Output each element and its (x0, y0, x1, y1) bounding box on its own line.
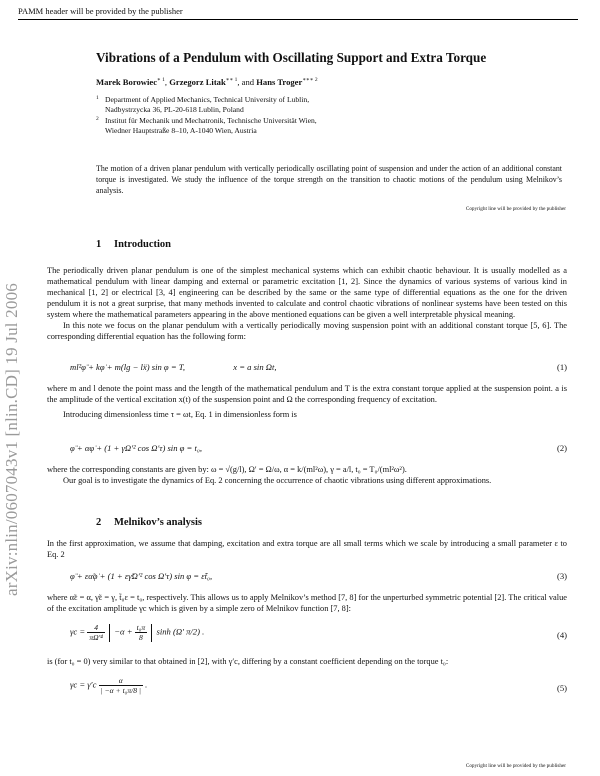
paragraph-text: In the first approximation, we assume that damping, excitation and extra torque are all small terms which we scale by introducing a small parameter ε to Eq. 2 (47, 539, 567, 560)
fraction (87, 623, 105, 642)
section-title: Melnikov’s analysis (114, 517, 202, 528)
equation (70, 571, 567, 581)
section-title: Introduction (114, 239, 171, 250)
paragraph-text: where the corresponding constants are given by: ω = √(g/l), Ω′ = Ω/ω, α = k/(ml²ω), γ = a/l, t₀ = T₀/(ml²ω²). (47, 465, 407, 474)
affiliation (96, 95, 309, 115)
author-mark: ∗ 1 (157, 77, 165, 84)
author-name: Hans Troger (256, 77, 303, 87)
author-mark: ∗∗ 1 (225, 77, 238, 84)
paragraph-text: Our goal is to investigate the dynamics of Eq. 2 concerning the occurrence of chaotic vibrations using different approximations. (63, 476, 492, 486)
equation-aux: x = a sin Ωt, (233, 362, 277, 372)
publisher-header-note: PAMM header will be provided by the publisher (18, 6, 183, 16)
equation-inner: −α + (114, 626, 133, 637)
equation-body: ml²φ̈ + kφ̇ + m(lg − lẍ) sin φ = T, (70, 362, 186, 372)
equation-number: (3) (556, 571, 567, 581)
fraction (99, 676, 143, 695)
paper-title: Vibrations of a Pendulum with Oscillating Support and Extra Torque (96, 50, 487, 65)
equation-body: φ̈ + αφ̇ + (1 + γΩ′² cos Ω′τ) sin φ = t₀, (70, 443, 203, 453)
section-number: 1 (96, 239, 102, 250)
section-heading (96, 239, 171, 250)
absolute-bar (109, 624, 110, 642)
paragraph (47, 265, 567, 342)
affiliation (96, 116, 317, 136)
abstract: The motion of a driven planar pendulum with vertically periodically oscillating point of suspension and under the action of an additional constant torque is investigated. We study the influence of the torque strength on the transition to chaotic motions of the pendulum using Melnikov’s analysis. (96, 164, 562, 195)
paragraph-text: The periodically driven planar pendulum is one of the simplest mechanical systems which can exhibit chaotic behaviour. It is usually modelled as a mathematical pendulum with linear damping and external or parametric excitation [1, 2]. Since the dynamics of various systems of various kind in mechanical [1, 2] or electrical [3, 4] engineering can be described by the same or the same type of differential equations as the one for the driven pendulum it is not a great surprise, that many methods invented to calculate and control chaotic vibrations of nonlinear systems have been tested on this system where the mathematical parameters appearing in the above mentioned equations can be given a well interpretable physical meaning. (47, 266, 567, 320)
paragraph (47, 592, 567, 614)
copyright-note: Copyright line will be provided by the publisher (465, 206, 566, 212)
author-separator: , and (237, 77, 257, 87)
fraction-numerator: t₀π (136, 623, 146, 632)
fraction-denominator: | −α + t₀π/8 | (100, 686, 142, 695)
author-list (96, 77, 318, 87)
fraction (135, 623, 148, 642)
affiliation-number: 1 (96, 95, 99, 101)
affiliation-line: Department of Applied Mechanics, Technical University of Lublin, (105, 95, 310, 104)
page-header (18, 6, 578, 20)
arxiv-side-stamp: arXiv:nlin/0607043v1 [nlin.CD] 19 Jul 2006 (2, 283, 21, 596)
author-mark: ∗∗∗ 2 (302, 77, 318, 84)
paragraph (47, 538, 567, 560)
author-name: Marek Borowiec (96, 77, 158, 87)
absolute-bar (151, 624, 152, 642)
fraction-denominator: 8 (139, 633, 143, 642)
fraction-numerator: 4 (87, 623, 105, 633)
equation-number: (4) (556, 630, 567, 640)
paragraph (47, 656, 567, 667)
equation-lhs: γc = γ′c (70, 679, 97, 690)
affiliation-line: Nadbystrzycka 36, PL-20-618 Lublin, Poland (105, 105, 244, 114)
equation (70, 362, 567, 372)
equation-tail: sinh (Ω′ π/2) . (156, 626, 205, 637)
copyright-note: Copyright line will be provided by the publisher (465, 763, 566, 769)
author-name: Grzegorz Litak (169, 77, 226, 87)
equation (70, 676, 567, 702)
equation-number: (1) (556, 362, 567, 372)
section-heading (96, 517, 202, 528)
paragraph (47, 383, 567, 420)
paragraph-text: where m and l denote the point mass and the length of the mathematical pendulum and T is the extra constant torque applied at the suspension point. a is the amplitude of the vertical excitation x(t) of the suspension point and Ω the corresponding frequency of excitation. (47, 384, 567, 405)
paragraph-text: is (for t₀ = 0) very similar to that obtained in [2], with γ′c, differing by a constant coefficient depending on the torque t₀: (47, 657, 449, 666)
equation-body: φ̈ + εα̃φ̇ + (1 + εγ̃Ω′² cos Ω′τ) sin φ = εt̃₀, (70, 571, 213, 581)
fraction-denominator: πΩ′⁴ (89, 633, 103, 642)
affiliation-line: Institut für Mechanik und Mechatronik, Technische Universität Wien, (105, 116, 317, 125)
equation-lhs: γc = (70, 626, 86, 637)
equation-number: (5) (556, 683, 567, 693)
paragraph-text: In this note we focus on the planar pendulum with a vertically periodically moving suspension point with an additional constant torque [5, 6]. The corresponding differential equation has the following form: (47, 321, 567, 342)
paragraph-text: where α̃ε = α, γ̃ε = γ, t̃₀ε = t₀, respectively. This allows us to apply Melnikov’s method [7, 8] for the unperturbed symmetric potential [2]. The critical value of the excitation amplitude γc which is given by a simple zero of Melnikov function [7, 8]: (47, 593, 567, 614)
equation-number: (2) (556, 443, 567, 453)
equation-tail: . (145, 679, 148, 690)
affiliation-line: Wiedner Hauptstraße 8–10, A-1040 Wien, Austria (105, 126, 257, 135)
author-separator: , (164, 77, 170, 87)
fraction-numerator: α (99, 676, 143, 686)
affiliation-number: 2 (96, 116, 99, 122)
equation (70, 623, 567, 649)
equation (70, 443, 567, 453)
paragraph-text: Introducing dimensionless time τ = ωt, Eq. 1 in dimensionless form is (63, 410, 297, 420)
paragraph (47, 464, 567, 486)
section-number: 2 (96, 517, 102, 528)
